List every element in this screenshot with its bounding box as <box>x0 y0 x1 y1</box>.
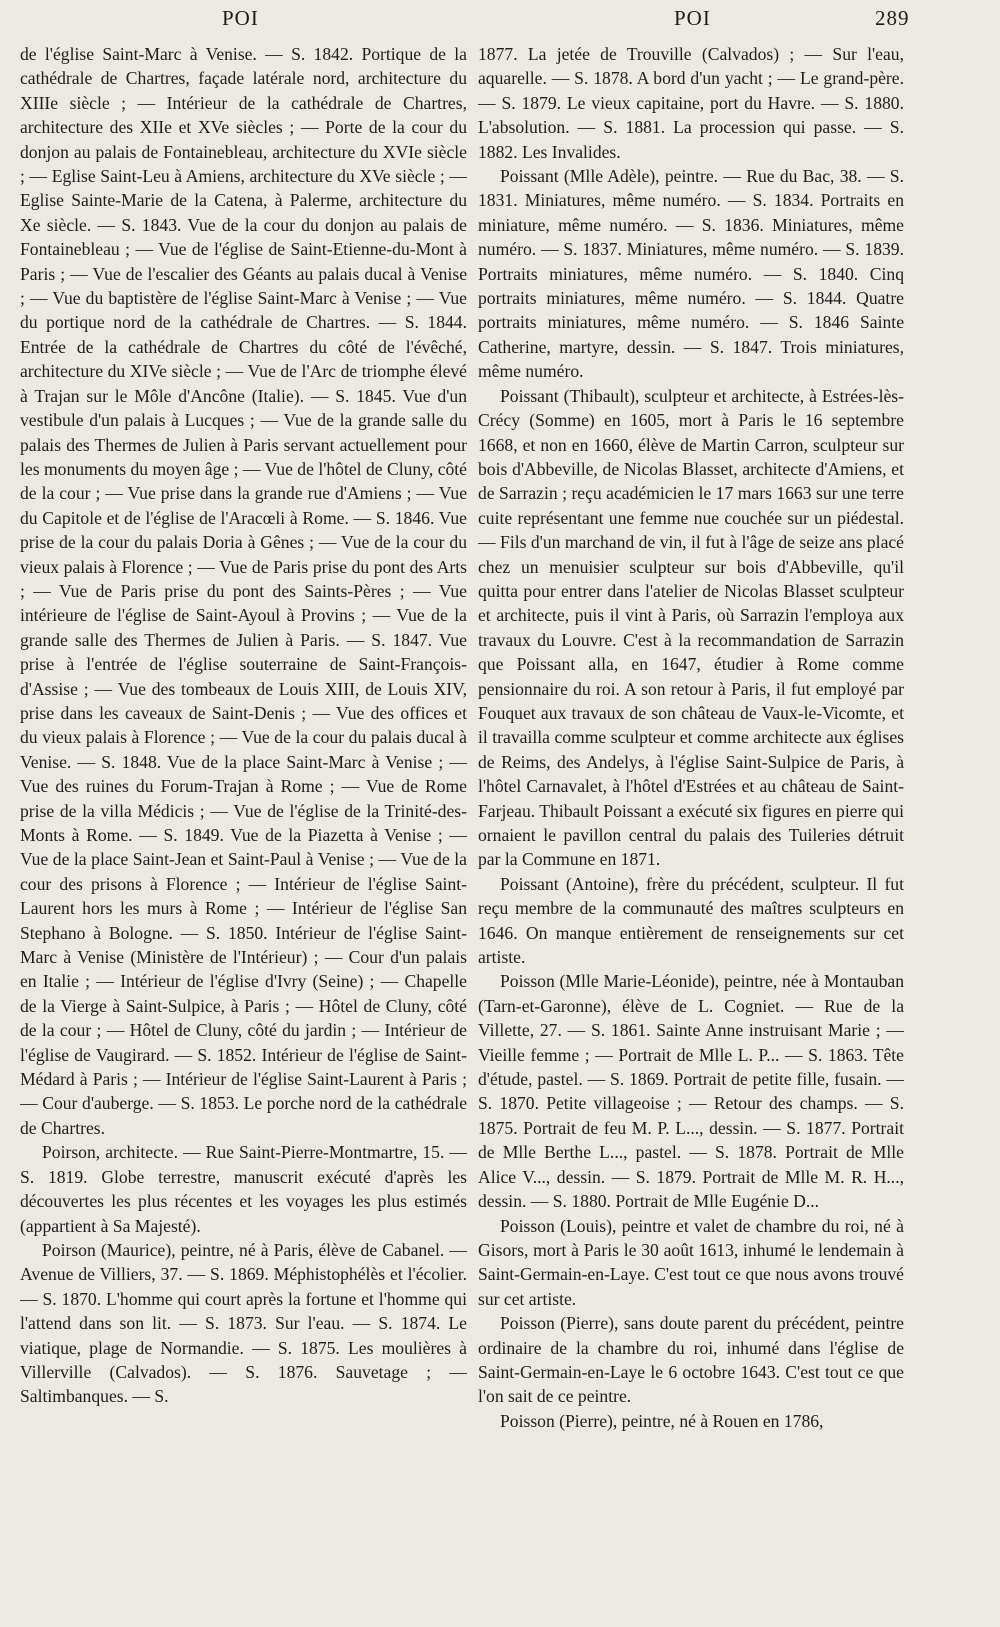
entry-poirson-maurice: Poirson (Maurice), peintre, né à Paris, élève de Cabanel. — Avenue de Villiers, 37. — S. 1869. Méphistophélès et l'écolier. — S. 1870. L'homme qui court après la fortune et l'homme qui l'attend dans son lit. — S. 1873. Sur l'eau. — S. 1874. Le viatique, plage de Normandie. — S. 1875. Les moulières à Villerville (Calvados). — S. 1876. Sauvetage ; — Saltimbanques. — S. <box>20 1239 467 1407</box>
running-header <box>0 4 1000 38</box>
entry-poissant-antoine: Poissant (Antoine), frère du précédent, sculpteur. Il fut reçu membre de la communauté des maîtres sculpteurs en 1646. On manque entièrement de renseignements sur cet artiste. <box>478 873 904 968</box>
entry-poissant-thibault: Poissant (Thibault), sculpteur et architecte, à Estrées-lès-Crécy (Somme) en 1605, mort à Paris le 16 septembre 1668, et non en 1660, élève de Martin Carron, sculpteur sur bois d'Abbeville, de Nicolas Blasset, architecte d'Amiens, et de Sarrazin ; reçu académicien le 17 mars 1663 sur une terre cuite représentant une femme nue couchée sur un piédestal. — Fils d'un marchand de vin, il fut à l'âge de seize ans placé chez un menuisier sculpteur sur bois d'Abbeville, qu'il quitta pour entrer dans l'atelier de Nicolas Blasset sculpteur et architecte, puis il vint à Paris, où Sarrazin l'employa aux travaux du Louvre. C'est à la recommandation de Sarrazin que Poissant alla, en 1647, étudier à Rome comme pensionnaire du roi. A son retour à Paris, il fut employé par Fouquet aux travaux de son château de Vaux-le-Vicomte, et il travailla comme sculpteur et comme architecte aux églises de Reims, des Andelys, à l'église Saint-Sulpice de Paris, à l'hôtel Carnavalet, à l'hôtel d'Estrées et au château de Saint-Farjeau. Thibault Poissant a exécuté six figures en pierre qui ornaient le pavillon central du palais des Tuileries détruit par la Commune en 1871. <box>478 385 904 870</box>
entry-poirson-maurice-continued: 1877. La jetée de Trouville (Calvados) ; — Sur l'eau, aquarelle. — S. 1878. A bord d'un yacht ; — Le grand-père. — S. 1879. Le vieux capitaine, port du Havre. — S. 1880. L'absolution. — S. 1881. La procession qui passe. — S. 1882. Les Invalides. <box>478 44 904 162</box>
header-left-word: POI <box>222 6 259 30</box>
left-column <box>20 42 467 1617</box>
entry-poisson-louis: Poisson (Louis), peintre et valet de chambre du roi, né à Gisors, mort à Paris le 30 août 1613, inhumé le lendemain à Saint-Germain-en-Laye. C'est tout ce que nous avons trouvé sur cet artiste. <box>478 1215 904 1309</box>
header-right-word: POI <box>674 6 711 30</box>
entry-poirson-architecte: Poirson, architecte. — Rue Saint-Pierre-Montmartre, 15. — S. 1819. Globe terrestre, manuscrit exécuté d'après les découvertes les plus récentes et les voyages les plus estimés (appartient à Sa Majesté). <box>20 1142 467 1236</box>
entry-continuation: de l'église Saint-Marc à Venise. — S. 1842. Portique de la cathédrale de Chartres, façade latérale nord, architecture du XIIIe siècle ; — Intérieur de la cathédrale de Chartres, architecture des XIIe et XVe siècles ; — Porte de la cour du donjon au palais de Fontainebleau, architecture du XVIe siècle ; — Eglise Saint-Leu à Amiens, architecture du XVe siècle ; — Eglise Sainte-Marie de la Catena, à Palerme, architecture du Xe siècle. — S. 1843. Vue de la cour du donjon au palais de Fontainebleau ; — Vue de l'église de Saint-Etienne-du-Mont à Paris ; — Vue de l'escalier des Géants au palais ducal à Venise ; — Vue du baptistère de l'église Saint-Marc à Venise ; — Vue du portique nord de la cathédrale de Chartres. — S. 1844. Entrée de la cathédrale de Chartres du côté de l'évêché, architecture du XIVe siècle ; — Vue de l'Arc de triomphe élevé à Trajan sur le Môle d'Ancône (Italie). — S. 1845. Vue d'un vestibule d'un palais à Lucques ; — Vue de la grande salle du palais des Thermes de Julien à Paris servant actuellement pour les monuments du moyen âge ; — Vue de l'hôtel de Cluny, côté de la cour ; — Vue prise dans la grande rue d'Amiens ; — Vue du Capitole et de l'église de l'Aracœli à Rome. — S. 1846. Vue prise de la cour du palais Doria à Gênes ; — Vue de la cour du vieux palais à Florence ; — Vue de Paris prise du pont des Arts ; — Vue de Paris prise du pont des Saints-Pères ; — Vue intérieure de l'église de Saint-Ayoul à Provins ; — Vue de la grande salle des Thermes de Julien à Paris. — S. 1847. Vue prise à l'entrée de l'église souterraine de Saint-François-d'Assise ; — Vue des tombeaux de Louis XIII, de Louis XIV, prise dans les caveaux de Saint-Denis ; — Vue des offices et du vieux palais à Florence ; — Vue de la cour du palais ducal à Venise. — S. 1848. Vue de la place Saint-Marc à Venise ; — Vue des ruines du Forum-Trajan à Rome ; — Vue de Rome prise de la villa Médicis ; — Vue de l'église de la Trinité-des-Monts à Rome. — S. 1849. Vue de la Piazetta à Venise ; — Vue de la place Saint-Jean et Saint-Paul à Venise ; — Vue de la cour des prisons à Florence ; — Intérieur de l'église Saint-Laurent hors les murs à Rome ; — Intérieur de l'église San Stephano à Bologne. — S. 1850. Intérieur de l'église Saint-Marc à Venise (Ministère de l'Intérieur) ; — Cour d'un palais en Italie ; — Intérieur de l'église d'Ivry (Seine) ; — Chapelle de la Vierge à Saint-Sulpice, à Paris ; — Hôtel de Cluny, côté de la cour ; — Hôtel de Cluny, côté du jardin ; — Intérieur de l'église de Vaugirard. — S. 1852. Intérieur de l'église de Saint-Médard à Paris ; — Intérieur de l'église Saint-Laurent à Paris ; — Cour d'auberge. — S. 1853. Le porche nord de la cathédrale de Chartres. <box>20 44 467 1138</box>
entry-poisson-marie-leonide: Poisson (Mlle Marie-Léonide), peintre, née à Montauban (Tarn-et-Garonne), élève de L. Cogniet. — Rue de la Villette, 27. — S. 1861. Sainte Anne instruisant Marie ; — Vieille femme ; — Portrait de Mlle L. P... — S. 1863. Tête d'étude, pastel. — S. 1869. Portrait de petite fille, fusain. — S. 1870. Petite villageoise ; — Retour des champs. — S. 1875. Portrait de feu M. P. L..., dessin. — S. 1877. Portrait de Mlle Berthe L..., pastel. — S. 1878. Portrait de Mlle Alice V..., dessin. — S. 1879. Portrait de Mlle M. R. H..., dessin. — S. 1880. Portrait de Mlle Eugénie D... <box>478 971 904 1212</box>
right-column <box>478 42 904 1617</box>
entry-poisson-pierre-1643: Poisson (Pierre), sans doute parent du précédent, peintre ordinaire de la chambre du roi, inhumé dans l'église de Saint-Germain-en-Laye le 6 octobre 1643. C'est tout ce que l'on sait de ce peintre. <box>478 1313 904 1407</box>
entry-poisson-pierre-1786: Poisson (Pierre), peintre, né à Rouen en 1786, <box>500 1410 824 1431</box>
entry-poissant-adele: Poissant (Mlle Adèle), peintre. — Rue du Bac, 38. — S. 1831. Miniatures, même numéro. — S. 1834. Portraits en miniature, même numéro. — S. 1836. Miniatures, même numéro. — S. 1837. Miniatures, même numéro. — S. 1839. Portraits miniatures, même numéro. — S. 1840. Cinq portraits miniatures, même numéro. — S. 1844. Quatre portraits miniatures, même numéro. — S. 1846 Sainte Catherine, martyre, dessin. — S. 1847. Trois miniatures, même numéro. <box>478 166 904 382</box>
page-number: 289 <box>875 6 910 30</box>
